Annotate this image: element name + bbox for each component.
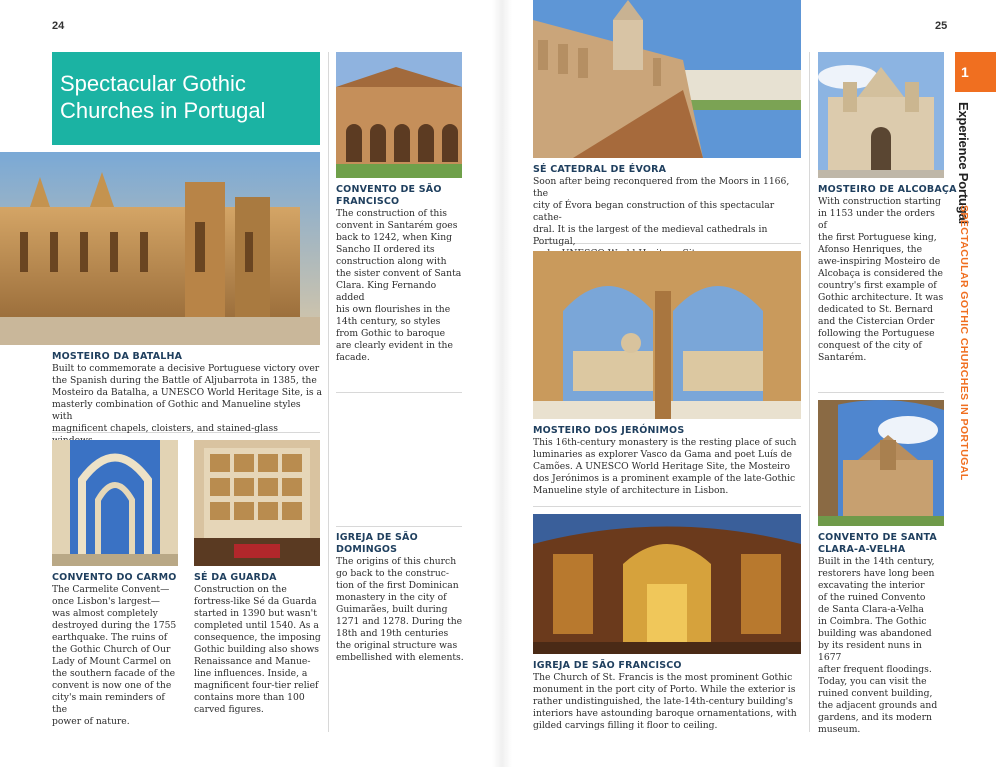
domingos-text: The origins of this church go back to the construc- tion of the first Dominican monastery in the city of Guimarães, built during 1271 and 1278. During the 18th and 19th centuries the original structure was embellished with elements. xyxy=(336,556,464,663)
column-divider xyxy=(809,52,810,732)
jeronimos-heading: MOSTEIRO DOS JERÓNIMOS xyxy=(533,425,685,436)
batalha-text: Built to commemorate a decisive Portuguese victory over the Spanish during the Battle of Aljubarrota in 1385, the Mosteiro da Batalha, a UNESCO World Heritage Site, is a masterly combination of Gothic and Manueline styles with magnificent chapels, cloisters, and stained-glass xyxy=(52,363,323,434)
clara-photo xyxy=(818,400,944,526)
column-divider xyxy=(328,52,329,732)
jeronimos-text: This 16th-century monastery is the resting place of such luminaries as explorer Vasco da Gama and poet Luís de Camões. A UNESCO World Heritage Site, the Mosteiro dos Jerónimos is a prominent example of the late-Gothic Manueline style of architecture in Lisbon. xyxy=(533,437,797,496)
carmo-photo xyxy=(52,440,178,566)
section-divider xyxy=(818,392,944,393)
chapter-tab[interactable]: 1 xyxy=(955,52,996,92)
clara-heading: CONVENTO DE SANTA CLARA-A-VELHA xyxy=(818,532,937,555)
evora-photo xyxy=(533,0,801,158)
guarda-text: Construction on the fortress-like Sé da Guarda started in 1390 but wasn't completed until 1540. As a consequence, the imposing Gothic building also shows Renaissance and Manue- line influences. Inside, a magnificent four-tier relief contains more than 100 carved figures. xyxy=(194,584,321,715)
running-title: SPECTACULAR GOTHIC CHURCHES IN PORTUGAL xyxy=(958,205,970,481)
alcobaca-heading: MOSTEIRO DE ALCOBAÇA xyxy=(818,184,957,195)
page-number-right: 25 xyxy=(935,20,948,32)
carmo-heading: CONVENTO DO CARMO xyxy=(52,572,177,583)
francisco-santarem-photo xyxy=(336,52,462,178)
francisco-santarem-heading: CONVENTO DE SÃO FRANCISCO xyxy=(336,184,442,207)
alcobaca-photo xyxy=(818,52,944,178)
evora-text: Soon after being reconquered from the Moors in 1166, the city of Évora began construction of this spectacular cathe- dral. It is the largest of the medieval cathedrals in Portugal, xyxy=(533,176,790,247)
jeronimos-photo xyxy=(533,251,801,419)
francisco-porto-photo xyxy=(533,514,801,654)
page-number-left: 24 xyxy=(52,20,65,32)
section-label: Experience Portugal xyxy=(956,102,971,224)
section-divider xyxy=(336,392,462,393)
section-divider xyxy=(533,506,801,507)
section-divider xyxy=(336,526,462,527)
book-spine xyxy=(492,0,512,767)
francisco-porto-text: The Church of St. Francis is the most prominent Gothic monument in the port city of Porto. While the exterior is rather undistinguished, the late-14th-century building's interiors have astounding baroque ornamentations, with gilded carvings filling it floor to ceiling. xyxy=(533,672,797,731)
guarda-photo xyxy=(194,440,320,566)
alcobaca-text: With construction starting in 1153 under the orders of the first Portuguese king, Afonso Henriques, the awe-inspiring Mosteiro de Alcobaça is considered the country's first example of Gothic architecture. It was dedicated to St. Bernard and the Cistercian Order following the Portuguese conquest of the city of Santarém. xyxy=(818,196,944,363)
carmo-text: The Carmelite Convent— once Lisbon's largest— was almost completely destroyed during the 1755 earthquake. The ruins of the Gothic Church of Our Lady of Mount Carmel on the southern facade of the convent is now one of the city's main reminders of the power of nature. xyxy=(52,584,177,727)
page-title: Spectacular Gothic Churches in Portugal xyxy=(60,71,266,123)
guarda-heading: SÉ DA GUARDA xyxy=(194,572,277,583)
domingos-heading: IGREJA DE SÃO DOMINGOS xyxy=(336,532,418,555)
batalha-photo xyxy=(0,152,320,345)
title-box xyxy=(52,52,320,145)
evora-heading: SÉ CATEDRAL DE ÉVORA xyxy=(533,164,667,175)
francisco-santarem-text: The construction of this convent in Santarém goes back to 1242, when King Sancho II ordered its construction along with the sister convent of Santa Clara. King Fernando added his own flourishes in the 14th century, so styles from Gothic to baroque are clearly evident in the facade. xyxy=(336,208,462,363)
batalha-heading: MOSTEIRO DA BATALHA xyxy=(52,351,183,362)
francisco-porto-heading: IGREJA DE SÃO FRANCISCO xyxy=(533,660,682,671)
clara-text: Built in the 14th century, restorers have long been excavating the interior of the ruined Convento de Santa Clara-a-Velha in Coimbra. The Gothic building was abandoned by its resident nuns in 1677 after frequent floodings. Today, you can visit the ruined convent building, the adjacent grounds and gardens, and its modern museum. xyxy=(818,556,938,735)
